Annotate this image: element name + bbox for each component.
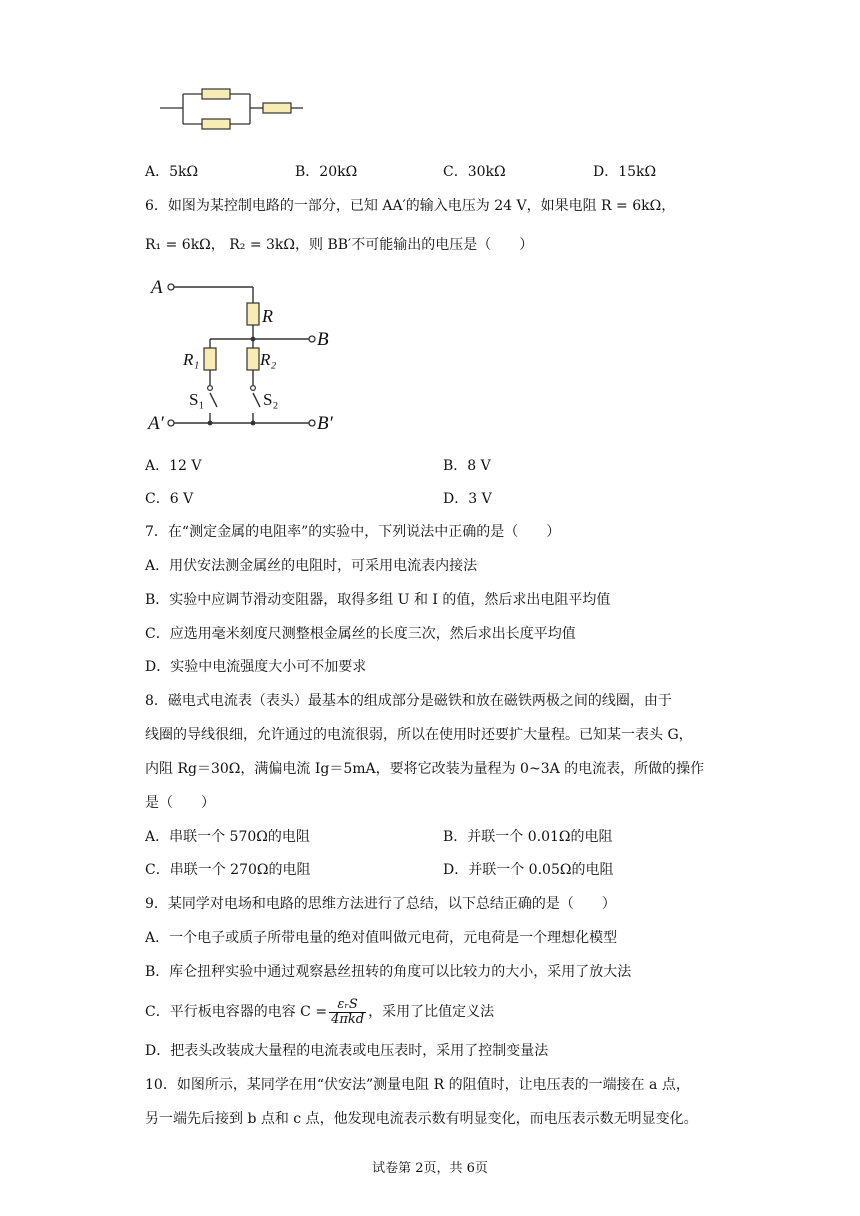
q9-option-a: A．一个电子或质子所带电量的绝对值叫做元电荷，元电荷是一个理想化模型 [145,930,618,946]
q5-resistor-top [202,89,230,99]
q5-option-b: B．20kΩ [295,164,358,180]
formula-numerator: εᵣS [329,998,366,1013]
q7-option-b: B．实验中应调节滑动变阻器，取得多组 U 和 I 的值，然后求出电阻平均值 [145,592,611,608]
q6-option-c: C．6 V [145,491,194,507]
q7-stem: 7．在“测定金属的电阻率”的实验中，下列说法中正确的是（ ） [145,524,561,540]
q6-stem-line-2: R₁ = 6kΩ， R₂ = 3kΩ，则 BB′不可能输出的电压是（ ） [145,237,534,253]
q6-label-r: R [262,306,273,326]
q9-stem: 9．某同学对电场和电路的思维方法进行了总结，以下总结正确的是（ ） [145,896,616,912]
q5-circuit-figure [150,80,310,140]
q5-option-c: C．30kΩ [443,164,506,180]
q5-resistor-series [263,103,291,113]
q8-option-d: D．并联一个 0.05Ω的电阻 [443,862,614,878]
q6-label-r2: R₂ [260,350,277,369]
q7-option-d: D．实验中电流强度大小可不加要求 [145,659,367,675]
q9-option-c-prefix: C．平行板电容器的电容 C = [145,1004,328,1020]
q9-option-b: B．库仑扭秤实验中通过观察悬丝扭转的角度可以比较力的大小，采用了放大法 [145,964,632,980]
q8-stem-line-2: 线圈的导线很细，允许通过的电流很弱，所以在使用时还要扩大量程。已知某一表头 G， [145,727,693,743]
q6-resistor-r [247,303,259,325]
q6-label-b-prime: B′ [317,413,333,434]
q8-option-c: C．串联一个 270Ω的电阻 [145,862,311,878]
q6-resistor-r1 [204,348,216,370]
q8-stem-line-1: 8．磁电式电流表（表头）最基本的组成部分是磁铁和放在磁铁两极之间的线圈，由于 [145,693,672,709]
page-footer: 试卷第 2页，共 6页 [372,1161,488,1176]
q8-stem-line-3: 内阻 Rg＝30Ω，满偏电流 Ig＝5mA，要将它改装为量程为 0~3A 的电流表，所做的操作 [145,761,705,777]
q7-option-a: A．用伏安法测金属丝的电阻时，可采用电流表内接法 [145,558,478,574]
q9-option-d: D．把表头改装成大量程的电流表或电压表时，采用了控制变量法 [145,1043,549,1059]
q8-option-b: B．并联一个 0.01Ω的电阻 [443,829,613,845]
q6-circuit-figure [145,275,345,440]
q6-stem-line-1: 6．如图为某控制电路的一部分，已知 AA′的输入电压为 24 V，如果电阻 R = 6kΩ， [145,198,676,214]
q6-label-b: B [317,329,329,350]
q5-option-d: D．15kΩ [593,164,657,180]
q6-option-b: B．8 V [443,458,491,474]
capacitance-formula [329,998,366,1027]
q6-label-s1: S₁ [189,390,205,409]
q9-option-c [145,994,494,1030]
q9-option-c-suffix: ，采用了比值定义法 [368,1004,495,1020]
q8-stem-line-4: 是（ ） [145,795,215,811]
q6-label-a-prime: A′ [148,413,164,434]
q6-label-r1: R₁ [183,350,200,369]
q5-option-a: A．5kΩ [145,164,199,180]
q6-label-s2: S₂ [263,390,279,409]
q5-resistor-bottom [202,119,230,129]
q6-label-a: A [151,277,163,298]
q6-resistor-r2 [247,348,259,370]
q6-option-a: A．12 V [145,458,202,474]
q8-option-a: A．串联一个 570Ω的电阻 [145,829,310,845]
q6-option-d: D．3 V [443,491,492,507]
q7-option-c: C．应选用毫米刻度尺测整根金属丝的长度三次，然后求出长度平均值 [145,626,576,642]
q10-stem-line-1: 10．如图所示，某同学在用“伏安法”测量电阻 R 的阻值时，让电压表的一端接在 a 点， [145,1077,690,1093]
q10-stem-line-2: 另一端先后接到 b 点和 c 点，他发现电流表示数有明显变化，而电压表示数无明显变化。 [145,1111,698,1127]
formula-denominator: 4πkd [331,1011,365,1027]
